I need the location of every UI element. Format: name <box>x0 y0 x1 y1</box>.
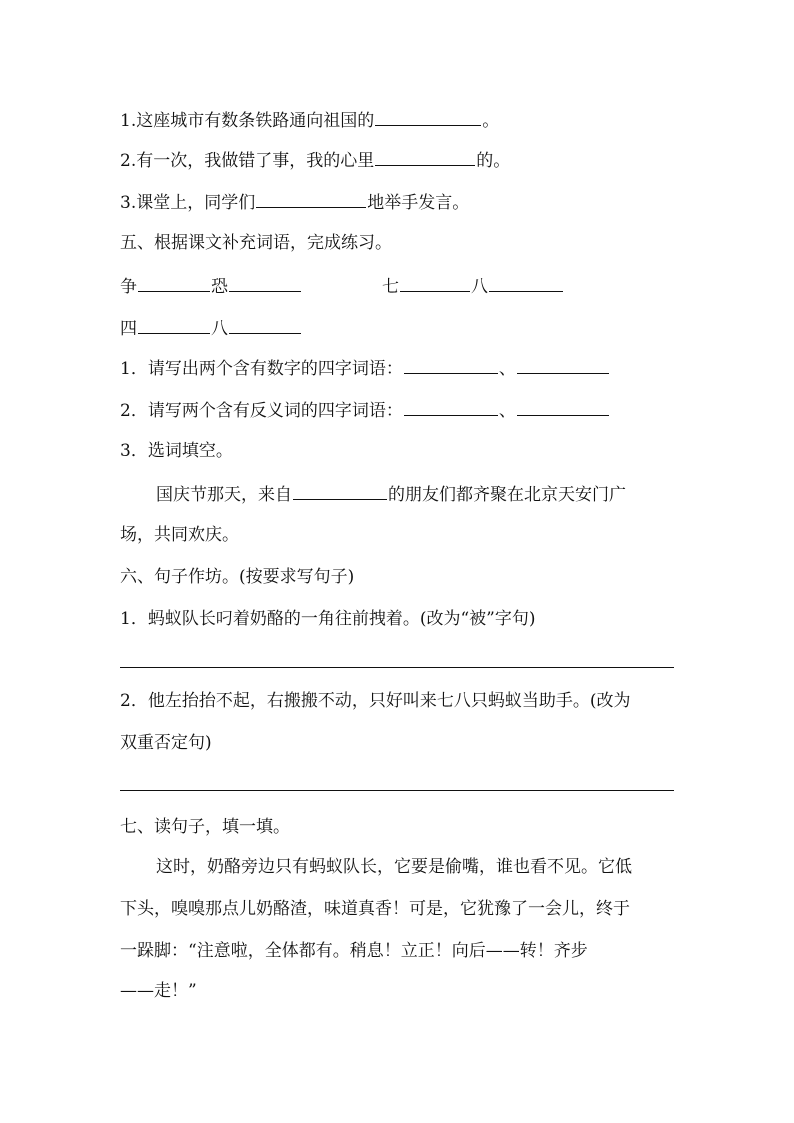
answer-blank[interactable] <box>256 190 366 208</box>
answer-blank[interactable] <box>138 316 210 334</box>
section-5-title: 五、根据课文补充词语，完成练习。 <box>120 233 392 253</box>
fill-item-2-end: 的。 <box>476 151 511 171</box>
answer-blank[interactable] <box>229 316 301 334</box>
sentence-item-2-line-2: 双重否定句) <box>120 733 212 753</box>
cloze-paragraph-line-1 <box>156 482 626 506</box>
reading-paragraph-line-4: ——走！” <box>120 981 197 1001</box>
reading-paragraph-line-3: 一跺脚：“注意啦，全体都有。稍息！立正！向后——转！齐步 <box>120 941 588 961</box>
answer-blank[interactable] <box>517 398 609 416</box>
word-char: 争 <box>120 277 137 297</box>
cloze-paragraph-line-2: 场，共同欢庆。 <box>120 525 239 545</box>
exercise-item-2 <box>120 398 610 422</box>
word-char: 八 <box>211 319 228 339</box>
answer-blank[interactable] <box>489 274 563 292</box>
word-char: 恐 <box>211 277 228 297</box>
section-7-title: 七、读句子，填一填。 <box>120 817 290 837</box>
sentence-item-2-line-1: 2．他左抬抬不起，右搬搬不动，只好叫来七八只蚂蚁当助手。(改为 <box>120 691 631 711</box>
answer-line-1[interactable] <box>120 667 674 668</box>
fill-item-3-end: 地举手发言。 <box>367 193 470 213</box>
sentence-item-1: 1．蚂蚁队长叼着奶酪的一角往前拽着。(改为“被”字句) <box>120 609 536 629</box>
word-row-1 <box>120 274 302 298</box>
word-row-1b <box>382 274 564 298</box>
cloze-text: 国庆节那天，来自 <box>156 485 292 505</box>
exercise-item-1-text: 1．请写出两个含有数字的四字词语： <box>120 359 403 379</box>
answer-blank[interactable] <box>375 148 475 166</box>
exercise-item-2-text: 2．请写两个含有反义词的四字词语： <box>120 401 403 421</box>
answer-blank[interactable] <box>138 274 210 292</box>
answer-blank[interactable] <box>404 398 498 416</box>
word-row-2 <box>120 316 302 340</box>
word-char: 七 <box>382 277 399 297</box>
section-6-title: 六、句子作坊。(按要求写句子) <box>120 567 355 587</box>
fill-item-3-text: 3.课堂上，同学们 <box>120 193 256 213</box>
word-char: 八 <box>471 277 488 297</box>
word-char: 四 <box>120 319 137 339</box>
separator: 、 <box>498 359 516 379</box>
answer-blank[interactable] <box>229 274 301 292</box>
reading-paragraph-line-1: 这时，奶酪旁边只有蚂蚁队长，它要是偷嘴，谁也看不见。它低 <box>156 857 632 877</box>
answer-blank[interactable] <box>400 274 470 292</box>
answer-blank[interactable] <box>293 482 387 500</box>
fill-item-1-end: 。 <box>482 111 500 131</box>
answer-blank[interactable] <box>375 108 481 126</box>
fill-item-2-text: 2.有一次，我做错了事，我的心里 <box>120 151 375 171</box>
exercise-item-1 <box>120 356 610 380</box>
fill-item-3 <box>120 190 469 214</box>
answer-blank[interactable] <box>404 356 498 374</box>
cloze-text: 的朋友们都齐聚在北京天安门广 <box>388 485 626 505</box>
answer-blank[interactable] <box>517 356 609 374</box>
fill-item-1 <box>120 108 499 132</box>
fill-item-1-text: 1.这座城市有数条铁路通向祖国的 <box>120 111 375 131</box>
exercise-item-3: 3．选词填空。 <box>120 441 233 461</box>
reading-paragraph-line-2: 下头，嗅嗅那点儿奶酪渣，味道真香！可是，它犹豫了一会儿，终于 <box>120 899 630 919</box>
answer-line-2[interactable] <box>120 790 674 791</box>
fill-item-2 <box>120 148 510 172</box>
separator: 、 <box>498 401 516 421</box>
